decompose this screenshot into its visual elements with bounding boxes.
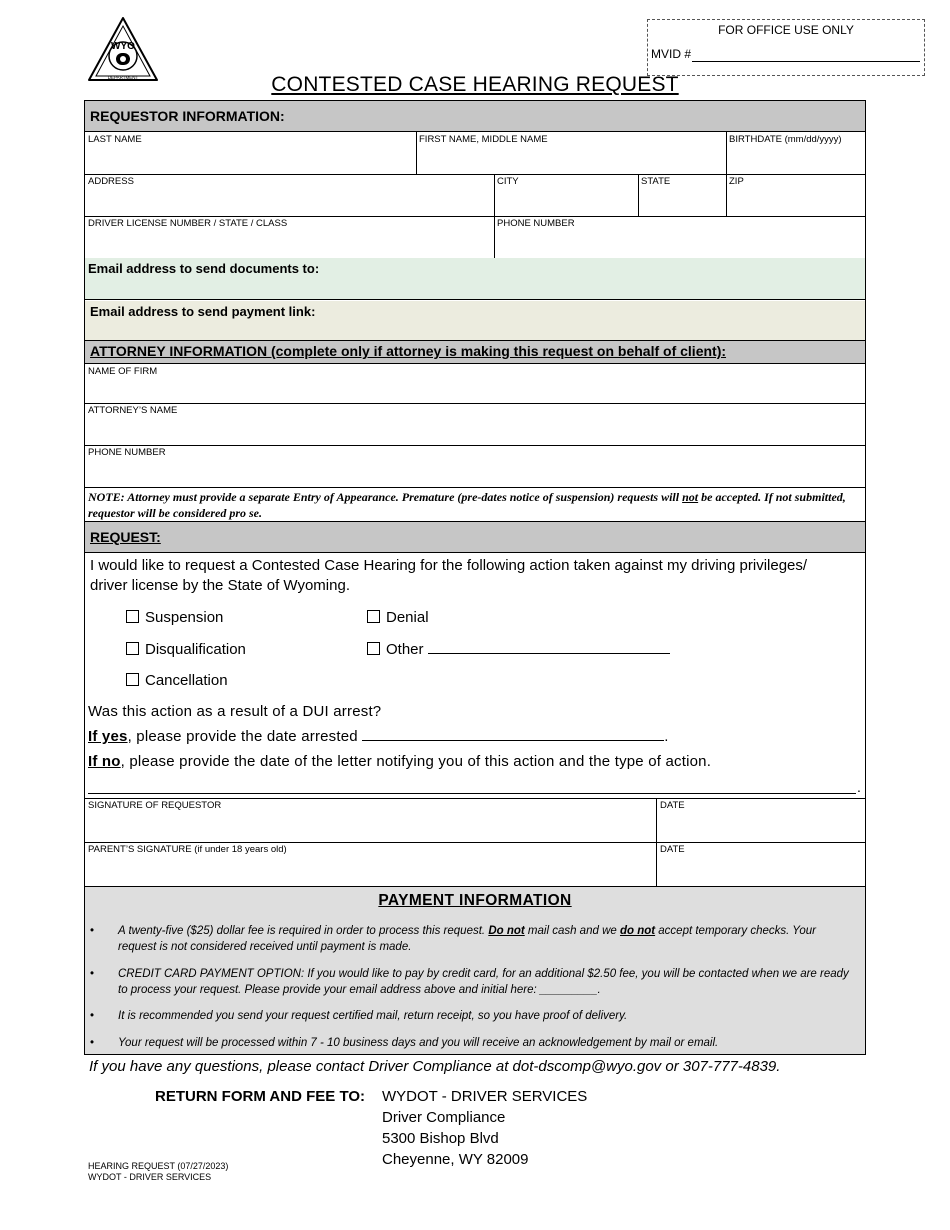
logo-text: WYO [111,41,135,52]
birthdate-field[interactable]: BIRTHDATE (mm/dd/yyyy) [729,134,842,145]
email-documents-field[interactable] [85,258,865,300]
request-section-heading [85,521,865,553]
checkbox-disqualification[interactable]: Disqualification [126,641,246,658]
mvid-input[interactable] [692,61,920,62]
requestor-phone-field[interactable]: PHONE NUMBER [497,218,575,229]
attorney-note: NOTE: Attorney must provide a separate Entry of Appearance. Premature (pre-dates notice of suspension) requests will not be accepted. If not submitted, requestor will be considered pro se. [88,490,846,520]
office-use-title: FOR OFFICE USE ONLY [718,23,854,37]
address-field[interactable]: ADDRESS [88,176,134,187]
requestor-heading-text: REQUESTOR INFORMATION: [90,108,285,124]
form-footer: HEARING REQUEST (07/27/2023) WYDOT - DRIVER SERVICES [88,1161,229,1182]
if-no-line: If no, please provide the date of the letter notifying you of this action and the type of action. [88,753,712,770]
requestor-section-heading [85,101,865,132]
date-arrested-input[interactable] [362,740,664,741]
requestor-signature-field[interactable]: SIGNATURE OF REQUESTOR [88,800,222,811]
payment-bullet-processing: • Your request will be processed within 7 - 10 business days and you will receive an acknowledgement by mail or email. [90,1037,719,1049]
first-name-field[interactable]: FIRST NAME, MIDDLE NAME [419,134,548,145]
payment-section [85,886,865,1054]
payment-bullet-certified-mail: • It is recommended you send your request certified mail, return receipt, so you have proof of delivery. [90,1010,628,1022]
payment-heading: PAYMENT INFORMATION [378,892,572,909]
zip-field[interactable]: ZIP [729,176,744,187]
checkbox-other[interactable]: Other [367,641,670,658]
contact-info: If you have any questions, please contact Driver Compliance at dot-dscomp@wyo.gov or 307-777-4839. [89,1058,781,1075]
request-heading-text: REQUEST: [90,529,161,545]
mvid-label: MVID # [651,47,692,61]
attorney-phone-field[interactable]: PHONE NUMBER [88,447,166,458]
attorney-name-field[interactable]: ATTORNEY’S NAME [88,405,178,416]
if-yes-line: If yes, please provide the date arrested . [88,728,669,745]
license-field[interactable]: DRIVER LICENSE NUMBER / STATE / CLASS [88,218,288,229]
email-payment-field[interactable] [85,301,865,340]
payment-bullet-credit-card: • CREDIT CARD PAYMENT OPTION: If you would like to pay by credit card, for an additional $2.50 fee, you will be contacted when we are ready to process your request. Please provide your email address above and initial here: _________. [90,968,849,996]
requestor-date-field[interactable]: DATE [660,800,685,811]
email-payment-label: Email address to send payment link: [90,304,316,319]
hearing-request-form: REQUESTOR INFORMATION: LAST NAME FIRST NAME, MIDDLE NAME BIRTHDATE (mm/dd/yyyy) ADDRESS CITY STATE ZIP DRIVER LICENSE NUMBER / STATE / CLASS PHONE NUMBER Email address to send documents to: Email address to send payment link: ATTORNEY INFORMATION (complete only if attorney is making this request on behalf of client): NAME OF FIRM ATTORNEY’S NAME PHONE NUMBER NOTE: Attorney must provide a separate Entry of Appearance. Premature (pre-dates notice of suspension) requests will not be accepted. If not submitted, requestor will be considered pro se. REQUEST: I would like to request a Contested Case Hearing for the following action taken against my driving privileges/ driver license by the State of Wyoming. Suspension Denial Disqualification Other Cancellation Was this action as a result of a DUI arrest? If yes, please provide the date arrested . If no, please provide the date of the letter notifying you of this action and the type of action. . SIGNATURE OF REQUESTOR DATE PARENT’S SIGNATURE (if under 18 years old) DATE PAYMENT INFORMATION • A twenty-five ($25) dollar fee is required in order to process this request. Do not mail cash and we do not accept temporary checks. Your request is not considered received until payment is made. • CREDIT CARD PAYMENT OPTION: If you would like to pay by credit card, for an additional $2.50 fee, you will be contacted when we are ready to process your request. Please provide your email address above and initial here: _________. • It is recommended you send your request certified mail, return receipt, so you have proof of delivery. • Your request will be processed within 7 - 10 business days and you will receive an acknowledgement by mail or email. [84,100,866,1055]
payment-bullet-fee: • A twenty-five ($25) dollar fee is required in order to process this request. Do not mail cash and we do not accept temporary checks. Your request is not considered received until payment is made. [90,925,816,953]
logo-small-text: DEPARTMENT [107,75,139,80]
other-input[interactable] [428,653,670,654]
action-type-input[interactable] [88,793,856,794]
email-documents-label: Email address to send documents to: [88,261,320,276]
attorney-heading-text: ATTORNEY INFORMATION (complete only if attorney is making this request on behalf of client): [90,343,727,359]
parent-date-field[interactable]: DATE [660,844,685,855]
page-title: CONTESTED CASE HEARING REQUEST [271,73,679,96]
request-intro: I would like to request a Contested Case Hearing for the following action taken against my driving privileges/ driver license by the State of Wyoming. [90,557,808,594]
state-field[interactable]: STATE [641,176,671,187]
checkbox-cancellation[interactable]: Cancellation [126,672,228,689]
return-address: WYDOT - DRIVER SERVICES Driver Compliance 5300 Bishop Blvd Cheyenne, WY 82009 [382,1088,588,1168]
return-label: RETURN FORM AND FEE TO: [155,1088,365,1105]
last-name-field[interactable]: LAST NAME [88,134,142,145]
checkbox-denial[interactable]: Denial [367,609,429,626]
office-use-box [647,19,925,76]
parent-signature-field[interactable]: PARENT’S SIGNATURE (if under 18 years old) [88,844,287,855]
city-field[interactable]: CITY [497,176,519,187]
attorney-section-heading [85,340,865,364]
firm-name-field[interactable]: NAME OF FIRM [88,366,158,377]
dui-question: Was this action as a result of a DUI arrest? [88,703,382,720]
checkbox-suspension[interactable]: Suspension [126,609,223,626]
